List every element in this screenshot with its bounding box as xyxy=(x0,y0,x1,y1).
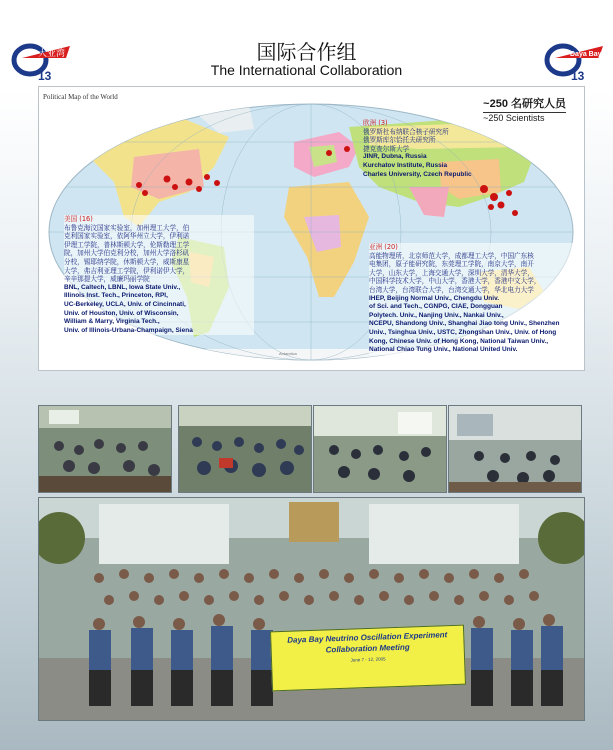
region-usa-en-line: UC-Berkeley, UCLA, Univ. of Cincinnati, xyxy=(64,300,186,308)
logo-left-sub: 13 xyxy=(38,69,52,83)
region-asia-cn-line: 中国科学技术大学，中山大学，香港大学，香港中文大学， xyxy=(369,277,541,286)
region-asia-en-line: National Chiao Tung Univ., National United Univ. xyxy=(369,346,518,354)
page-title-chinese: 国际合作组 xyxy=(256,40,357,64)
scientist-count-en: ~250 Scientists xyxy=(483,112,566,123)
region-europe-en-line: JINR, Dubna, Russia xyxy=(363,153,427,161)
region-usa-en-line: BNL, Caltech, LBNL, Iowa State Univ., xyxy=(64,283,181,291)
scientist-count xyxy=(483,95,566,123)
meeting-banner xyxy=(270,625,466,692)
region-asia-heading: 亚洲 (20) xyxy=(369,243,398,251)
region-europe-cn-line: 俄罗斯杜布纳联合核子研究所 xyxy=(363,127,449,136)
antarctica-label: Antarctica xyxy=(279,351,297,356)
world-map-panel xyxy=(38,86,585,371)
region-asia-cn-line: 高能物理所，北京师范大学，成都理工大学，中国广东核 xyxy=(369,251,534,260)
logo-right-text: Daya Bay xyxy=(570,51,602,58)
meeting-photo-4 xyxy=(448,405,582,493)
logo-left-text: 大亚湾 xyxy=(38,49,66,59)
region-asia-cn-line: 电集团，原子能研究院，东莞理工学院，南京大学，南开 xyxy=(369,260,534,269)
region-europe-heading: 欧洲 (3) xyxy=(363,119,388,127)
region-usa-cn-line: 院，加州大学伯克利分校，加州大学洛杉矶 xyxy=(64,249,190,258)
region-asia-cn-line: 大学，山东大学，上海交通大学，深圳大学，清华大学， xyxy=(369,268,534,277)
region-europe-cn-line: 捷克查尔斯大学 xyxy=(363,144,410,153)
map-title: Political Map of the World xyxy=(43,93,118,101)
region-usa-en-line: Univ. of Houston, Univ. of Wisconsin, xyxy=(64,309,179,317)
region-usa-cn-line: 大学，弗吉利亚理工学院，伊利诺伊大学， xyxy=(64,266,190,275)
meeting-photo-3 xyxy=(313,405,447,493)
region-asia-en-line: Kong, Chinese Univ. of Hong Kong, National Taiwan Univ., xyxy=(369,337,549,345)
region-asia-en-line: IHEP, Beijing Normal Univ., Chengdu Univ. xyxy=(369,294,500,302)
region-asia-en-line: of Sci. and Tech., CGNPG, CIAE, Dongguan xyxy=(369,303,503,311)
meeting-photo-2 xyxy=(178,405,312,493)
region-usa-en-line: Univ. of Illinois-Urbana-Champaign, Siena xyxy=(64,326,193,334)
banner-subtitle: Collaboration Meeting xyxy=(325,642,410,655)
region-europe-en-line: Charles University, Czech Republic xyxy=(363,170,472,178)
region-usa xyxy=(64,215,254,335)
region-usa-cn-line: 分校，锡耶纳学院，休斯顿大学，威斯康星 xyxy=(64,257,190,266)
logo-right-sub: 13 xyxy=(571,69,585,83)
region-asia-en-line: NCEPU, Shandong Univ., Shanghai Jiao tong Univ., Shenzhen xyxy=(369,320,560,328)
region-asia-en-line: Polytech. Univ., Nanjing Univ., Nankai Univ., xyxy=(369,311,504,319)
region-usa-heading: 美国 (16) xyxy=(64,215,93,223)
region-asia xyxy=(369,243,581,355)
banner-date: June 7 - 12, 2005 xyxy=(350,656,386,663)
banner-title: Daya Bay Neutrino Oscillation Experiment xyxy=(287,630,448,645)
region-usa-cn-line: 辛辛那提大学，威廉玛丽学院 xyxy=(64,275,150,284)
region-europe xyxy=(363,119,493,179)
collaboration-group-photo xyxy=(38,497,585,721)
region-europe-en-line: Kurchatov Institute, Russia xyxy=(363,161,448,169)
region-usa-en-line: William & Marry, Virginia Tech., xyxy=(64,318,160,326)
region-usa-en-line: Illinois Inst. Tech., Princeton, RPI, xyxy=(64,292,168,300)
region-europe-cn-line: 俄罗斯库尔恰托夫研究所 xyxy=(363,136,436,145)
region-asia-en-line: Univ., Tsinghua Univ., USTC, Zhongshan Univ., Univ. of Hong xyxy=(369,328,557,336)
page-title-english: The International Collaboration xyxy=(210,62,403,78)
meeting-photo-1 xyxy=(38,405,172,493)
region-usa-cn-line: 克利国家实验室，依阿华州立大学，伊利诺 xyxy=(64,232,190,241)
region-usa-cn-line: 伊理工学院，普林斯顿大学，伦斯勒理工学 xyxy=(64,240,190,249)
region-asia-cn-line: 台湾大学，台湾联合大学，台湾交通大学，华北电力大学 xyxy=(369,285,534,294)
region-usa-cn-line: 布鲁克海汶国家实验室，加州理工大学，伯 xyxy=(64,223,190,232)
scientist-count-cn: ~250 名研究人员 xyxy=(483,98,566,110)
